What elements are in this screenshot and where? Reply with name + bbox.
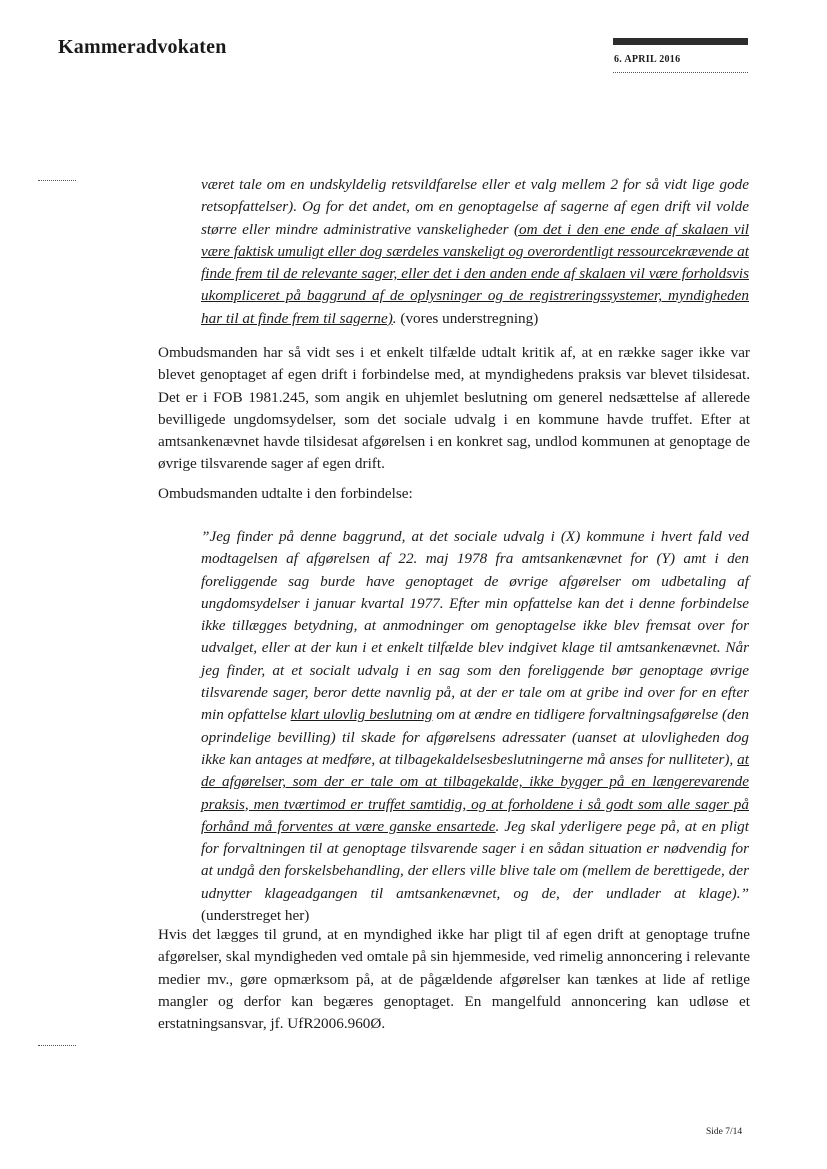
quote2-note: (understreget her)	[201, 907, 310, 925]
quote1-underlined: (om det i den ene ende af skalaen vil være faktisk umuligt eller dog særdeles vanskeligt og overordentligt ressourcekrævende at finde frem til de relevante sager, eller det i den anden ende af skalaen vil være forholdsvis ukompliceret på baggrund af de oplysninger og de registreringssystemer, myndigheden har til at finde frem til sagerne)	[201, 220, 750, 327]
block-quote-2	[201, 526, 749, 927]
document-date: 6. APRIL 2016	[614, 54, 681, 65]
quote1-note: (vores understregning)	[400, 309, 539, 327]
paragraph-1: Ombudsmanden har så vidt ses i et enkelt tilfælde udtalt kritik af, at en række sager ikke var blevet genoptaget af egen drift i forbindelse med, at myndighedens praksis var blevet tilsidesat. Det er i FOB 1981.245, som angik en uhjemlet beslutning om generel nedsættelse af allerede bevilligede ungdomsydelser, som det sociale udvalg i en kommune havde truffet. Efter at amtsankenævnet havde tilsidesat afgørelsen i en konkret sag, undlod kommunen at genoptage de øvrige tilsvarende sager af egen drift.	[158, 344, 750, 473]
quote1-text-end: .	[392, 309, 401, 327]
quote2-underlined-2: at de afgørelser, som der er tale om at tilbagekalde, ikke bygger på en længerevarende praksis, men tværtimod er truffet samtidig, og at forholdene i så godt som alle sager på forhånd må forventes at være ganske ensartede	[201, 750, 749, 835]
quote2-text: ”Jeg finder på denne baggrund, at det sociale udvalg i (X) kommune i hvert fald ved modtagelsen af afgørelsen af 22. maj 1978 fra amtsankenævnet for (Y) amt i den foreliggende sag burde have genoptaget de øvrige afgørelser om udbetaling af ungdomsydelser i januar kvartal 1977. Efter min opfattelse kan det i denne forbindelse ikke tillægges betydning, at anmodninger om genoptagelse ikke blev fremsat over for udvalget, eller at der kun i et enkelt tilfælde blev indgivet klage til amtsankenævnet. Når jeg finder, at et socialt udvalg i en sag som den foreliggende bør genoptage øvrige tilsvarende sager, beror dette navnlig på, at der er tale om at gribe ind over for en efter min opfattelse	[201, 528, 749, 724]
brand-title: Kammeradvokaten	[58, 36, 227, 58]
paragraph-2: Ombudsmanden udtalte i den forbindelse:	[158, 485, 413, 502]
quote2-underlined-1: klart ulovlig beslutning	[290, 706, 433, 724]
paragraph-3: Hvis det lægges til grund, at en myndighed ikke har pligt til af egen drift at genoptage trufne afgørelser, skal myndigheden ved omtale på sin hjemmeside, ved rimelig annoncering i relevante medier mv., gøre opmærksom på, at de pågældende afgørelser kan tænkes at lide af retlige mangler og derfor kan begæres genoptaget. En mangelfuld annoncering kan udløse et erstatningsansvar, jf. UfR2006.960Ø.	[158, 926, 750, 1033]
page-number: Side 7/14	[706, 1127, 743, 1137]
quote2-text-3: . Jeg skal yderligere pege på, at en pligt for forvaltningen til at genoptage tilsvarende sager i en sådan situation er nødvendig for at undgå den forskelsbehandling, der ellers ville blive tale om (mellem de berettigede, der udnytter klageadgangen til amtsankenævnet, og de, der undlader at klage).”	[201, 817, 749, 902]
date-divider	[613, 72, 748, 73]
quote1-text: været tale om en undskyldelig retsvildfarelse eller et valg mellem 2 for så vidt lige gode retsopfattelser). Og for det andet, om en genoptagelse af sagerne af egen drift vil volde større eller mindre administrative vanskeligheder	[201, 176, 749, 238]
header-bar	[613, 38, 748, 45]
margin-mark-top	[38, 180, 76, 181]
margin-mark-bottom	[38, 1045, 76, 1046]
block-quote-1	[201, 174, 749, 330]
quote2-text-2: om at ændre en tidligere forvaltningsafgørelse (den oprindelige bevilling) til skade for afgørelsens adressater (uanset at ulovligheden dog ikke kan antages at medføre, at tilbagekaldelsesbeslutningerne må anses for nulliteter),	[201, 706, 749, 768]
